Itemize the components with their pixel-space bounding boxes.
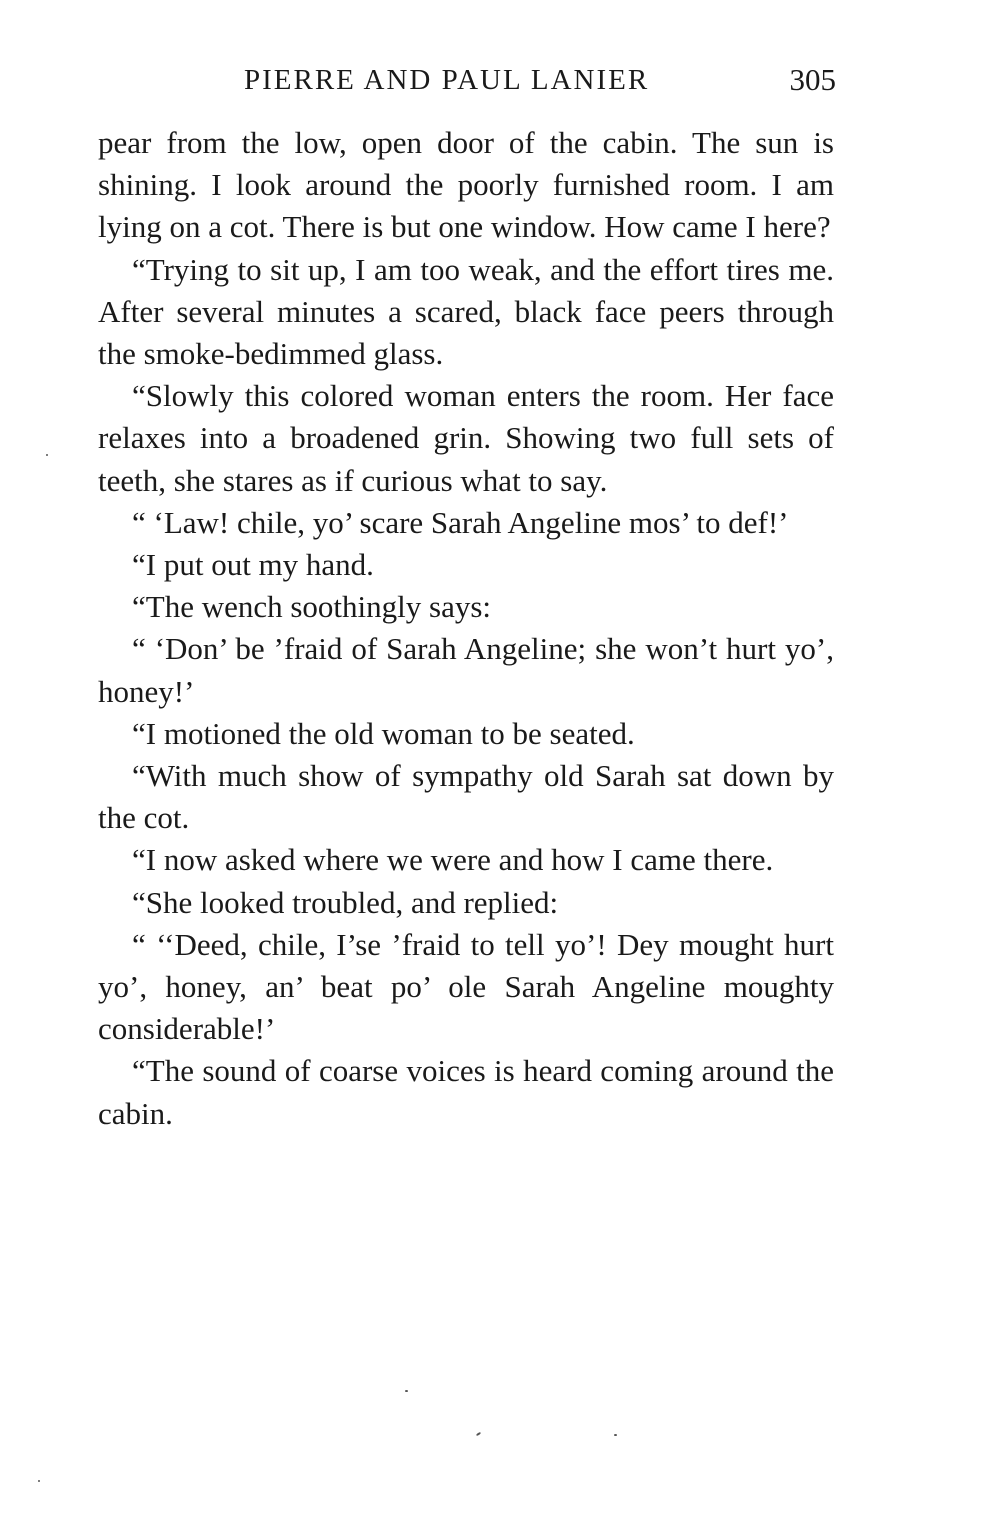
scan-speck: [405, 1390, 408, 1392]
body-text: [98, 122, 834, 1135]
paragraph: “Trying to sit up, I am too weak, and the effort tires me. After several minutes a scared, black face peers through the smoke-bedimmed glass.: [98, 251, 834, 372]
paragraph: “ ‘‘Deed, chile, I’se ’fraid to tell yo’! Dey mought hurt yo’, honey, an’ beat po’ ole Sarah Angeline moughty considerable!’: [98, 926, 834, 1047]
paragraph: “She looked troubled, and replied:: [132, 884, 559, 920]
paragraph: pear from the low, open door of the cabin. The sun is shining. I look around the poorly furnished room. I am lying on a cot. There is but one window. How came I here?: [98, 125, 834, 245]
paragraph: “I now asked where we were and how I came there.: [132, 842, 774, 878]
paragraph: “I motioned the old woman to be seated.: [132, 715, 635, 751]
scan-speck: [614, 1434, 617, 1436]
paragraph: “The wench soothingly says:: [132, 589, 492, 625]
paragraph: “With much show of sympathy old Sarah sat down by the cot.: [98, 758, 834, 836]
paragraph: “Slowly this colored woman enters the room. Her face relaxes into a broadened grin. Showing two full sets of teeth, she stares as if curious what to say.: [98, 378, 834, 498]
page-number: 305: [789, 62, 836, 97]
scan-speck: [476, 1432, 481, 1437]
paragraph: “ ‘Law! chile, yo’ scare Sarah Angeline mos’ to def!’: [132, 504, 789, 540]
running-title: PIERRE AND PAUL LANIER: [244, 64, 650, 96]
paragraph: “I put out my hand.: [132, 547, 374, 583]
scan-speck: [46, 454, 48, 456]
paragraph: “The sound of coarse voices is heard coming around the cabin.: [98, 1053, 834, 1131]
running-head: [98, 60, 836, 104]
paragraph: “ ‘Don’ be ’fraid of Sarah Angeline; she won’t hurt yo’, honey!’: [98, 631, 834, 709]
scan-speck: [38, 1480, 40, 1482]
